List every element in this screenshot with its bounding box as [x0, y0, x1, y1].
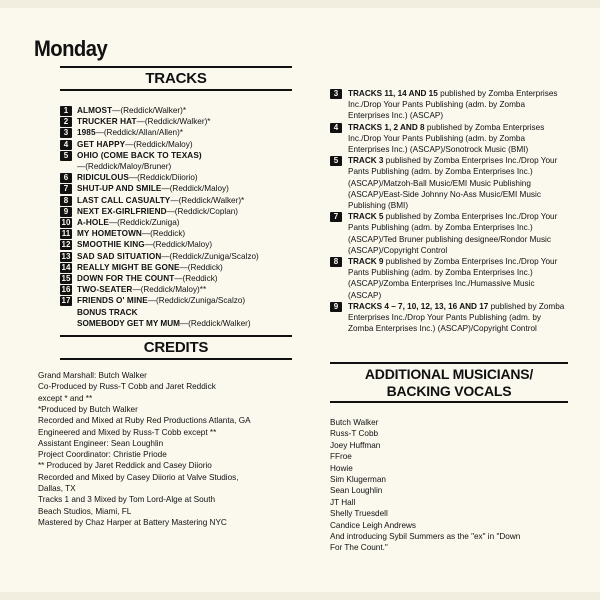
publishing-text [348, 122, 568, 156]
track-credit: —(Reddick/Zuniga) [108, 218, 180, 228]
musician-line: FFroe [330, 452, 352, 462]
musician-line: Butch Walker [330, 418, 379, 427]
track-row [60, 139, 292, 150]
track-number-badge: 1 [60, 106, 72, 116]
track-row [60, 284, 292, 295]
credit-line: Recorded and Mixed by Casey Diiorio at Valve Studios, [38, 472, 239, 482]
track-credit: —(Reddick/Walker)* [170, 195, 245, 205]
publishing-detail: published by Zomba Enterprises Inc./Drop Your Pants Publishing (adm. by Zomba Enterprises Inc.) (ASCAP)/Sonotrock Music (BMI) [348, 122, 545, 155]
track-credit: —(Reddick/Zuniga/Scalzo) [147, 296, 246, 306]
track-title: SAD SAD SITUATION [77, 251, 162, 261]
track-title: REALLY MIGHT BE GONE [77, 262, 180, 272]
credit-line: Engineered and Mixed by Russ-T Cobb except ** [38, 427, 217, 437]
publishing-entry [330, 155, 568, 211]
track-row [60, 116, 292, 127]
track-credit: —(Reddick/Allan/Allen)* [95, 128, 183, 138]
track-number-badge: 5 [60, 151, 72, 161]
track-title: 1985 [77, 128, 96, 138]
track-row [60, 172, 292, 183]
bonus-track [60, 318, 292, 329]
credit-line: *Produced by Butch Walker [38, 404, 138, 414]
track-row [60, 228, 292, 239]
publishing-number-badge: 3 [330, 89, 342, 99]
track-number-badge: 8 [60, 196, 72, 206]
track-number-badge: 15 [61, 274, 71, 284]
publishing-lead: TRACKS 11, 14 AND 15 [348, 89, 438, 98]
track-credit: —(Reddick/Walker)* [112, 106, 187, 115]
track-credit: —(Reddick/Maloy)** [132, 285, 207, 295]
track-row [60, 217, 292, 228]
musicians-heading-line2: BACKING VOCALS [386, 383, 512, 399]
musicians-heading-line1: ADDITIONAL MUSICIANS/ [364, 366, 534, 382]
publishing-entry [330, 122, 568, 156]
track-number-badge: 3 [60, 128, 72, 138]
publishing-lead: TRACKS 1, 2 AND 8 [348, 122, 425, 132]
bonus-track-title: SOMEBODY GET MY MUM [77, 318, 180, 328]
publishing-text [348, 256, 568, 301]
track-title: TRUCKER HAT [77, 117, 137, 127]
track-number-badge: 11 [61, 229, 71, 239]
publishing-number-badge: 7 [330, 212, 342, 222]
track-number-badge: 4 [60, 140, 72, 150]
track-row [60, 295, 292, 306]
musician-line: Russ-T Cobb [330, 429, 379, 439]
bottom-edge-band [0, 592, 600, 600]
publishing-lead: TRACK 9 [348, 257, 384, 267]
bonus-track-credit: —(Reddick/Walker) [179, 318, 251, 328]
musician-line: Sean Loughlin [330, 486, 383, 496]
publishing-entry [330, 256, 568, 301]
publishing-number-badge: 8 [330, 257, 342, 267]
musician-line: Joey Huffman [330, 440, 381, 450]
publishing-entry [330, 301, 568, 335]
track-number-badge: 10 [61, 218, 71, 228]
track-credit: —(Reddick/Maloy/Bruner) [77, 162, 172, 172]
credits-list [38, 370, 298, 528]
musician-line: And introducing Sybil Summers as the "ex" in "Down [330, 532, 521, 542]
track-title: MY HOMETOWN [77, 229, 142, 239]
track-credit: —(Reddick/Diiorio) [128, 173, 198, 183]
track-credit: —(Reddick/Zuniga/Scalzo) [161, 251, 259, 261]
track-row [60, 127, 292, 138]
credit-line: Dallas, TX [38, 484, 76, 494]
publishing-detail: published by Zomba Enterprises Inc./Drop Your Pants Publishing (adm. by Zomba Enterprises Inc.) (ASCAP)/Zomba Enterprises Inc./Humassive Music (ASCAP) [348, 257, 558, 300]
track-row [60, 161, 292, 172]
page-title: Monday [34, 36, 108, 61]
credits-heading-text: CREDITS [143, 339, 209, 357]
credit-line: Tracks 1 and 3 Mixed by Tom Lord-Alge at South [38, 495, 216, 505]
publishing-lead: TRACK 5 [348, 212, 384, 222]
credit-line: Project Coordinator: Christie Priode [38, 450, 167, 460]
track-credit: —(Reddick/Coplan) [166, 206, 239, 216]
musician-line: Candice Leigh Andrews [330, 520, 417, 530]
track-number-badge: 2 [60, 117, 72, 127]
publishing-text [348, 155, 568, 211]
track-row [60, 105, 292, 116]
track-row [60, 239, 292, 250]
publishing-number-badge: 5 [330, 156, 342, 166]
track-title: DOWN FOR THE COUNT [77, 274, 175, 284]
musician-line: Sim Klugerman [330, 475, 386, 485]
musicians-heading [330, 362, 568, 403]
track-number-badge: 6 [60, 173, 72, 183]
publishing-text [348, 211, 568, 256]
publishing-entry [330, 211, 568, 256]
track-number-badge [60, 162, 72, 172]
track-number-badge: 16 [61, 285, 71, 295]
track-row [60, 262, 292, 273]
track-credit: —(Reddick) [141, 229, 186, 239]
musician-line: JT Hall [330, 497, 356, 507]
credit-line: Recorded and Mixed at Ruby Red Productions Atlanta, GA [38, 416, 251, 426]
publishing-detail: published by Zomba Enterprises Inc./Drop Your Pants Publishing (adm. by Zomba Enterprises Inc.) (ASCAP) [348, 89, 558, 121]
left-column [38, 66, 292, 528]
tracks-heading [60, 66, 292, 91]
credit-line: Grand Marshall: Butch Walker [38, 371, 147, 381]
credit-line: except * and ** [38, 393, 93, 403]
musicians-list [330, 417, 568, 554]
publishing-detail: published by Zomba Enterprises Inc./Drop Your Pants Publishing (adm. by Zomba Enterprises Inc.) (ASCAP)/Ted Bruner publishing designee/Rondor Music (ASCAP)/Copyright Control [348, 212, 558, 255]
track-list [60, 105, 292, 307]
track-number-badge: 7 [60, 184, 72, 194]
track-title: A-HOLE [77, 218, 109, 228]
track-credit: —(Reddick/Maloy) [144, 240, 213, 250]
credits-heading [60, 335, 292, 360]
musicians-section [330, 362, 568, 554]
track-row [60, 195, 292, 206]
track-credit: —(Reddick) [174, 274, 218, 284]
track-title: TWO-SEATER [77, 285, 133, 295]
publishing-lead: TRACKS 4 – 7, 10, 12, 13, 16 AND 17 [348, 301, 489, 311]
track-title: LAST CALL CASUALTY [77, 195, 171, 205]
track-number-badge: 9 [60, 207, 72, 217]
track-title: OHIO (COME BACK TO TEXAS) [77, 150, 202, 160]
credit-line: Mastered by Chaz Harper at Battery Mastering NYC [38, 517, 227, 527]
bonus-track-label: BONUS TRACK [77, 307, 138, 317]
track-title: NEXT EX-GIRLFRIEND [77, 206, 167, 216]
musician-line: Shelly Truesdell [330, 509, 388, 519]
tracks-heading-text: TRACKS [145, 70, 207, 87]
track-title: RIDICULOUS [77, 173, 129, 183]
musician-line: For The Count." [330, 543, 388, 553]
musician-line: Howie [330, 463, 353, 473]
track-number-badge: 12 [61, 240, 71, 250]
track-row [60, 150, 292, 161]
publishing-number-badge: 4 [330, 123, 342, 133]
track-title: ALMOST [77, 106, 113, 115]
credit-line: Co-Produced by Russ-T Cobb and Jaret Reddick [38, 382, 216, 392]
credit-line: Assistant Engineer: Sean Loughlin [38, 438, 164, 448]
track-number-badge: 14 [61, 262, 71, 272]
track-row [60, 273, 292, 284]
track-number-badge: 13 [61, 251, 71, 261]
publishing-lead: TRACK 3 [348, 156, 384, 166]
credit-line: ** Produced by Jaret Reddick and Casey Diiorio [38, 461, 212, 471]
track-credit: —(Reddick/Maloy) [125, 139, 193, 149]
track-title: GET HAPPY [77, 139, 126, 149]
track-credit: —(Reddick/Maloy) [161, 184, 229, 194]
track-title: FRIENDS O' MINE [77, 296, 148, 306]
track-credit: —(Reddick) [179, 262, 223, 272]
track-number-badge: 17 [61, 296, 71, 306]
publishing-detail: published by Zomba Enterprises Inc./Drop Your Pants Publishing (adm. by Zomba Enterprises Inc.) (ASCAP)/Copyright Control [348, 301, 565, 334]
publishing-text [348, 301, 568, 335]
publishing-text [348, 88, 568, 122]
credit-line: Beach Studios, Miami, FL [38, 506, 132, 516]
publishing-list [330, 88, 568, 334]
publishing-number-badge: 9 [330, 302, 342, 312]
track-title: SMOOTHIE KING [77, 240, 145, 250]
track-row [60, 206, 292, 217]
track-title: SHUT-UP AND SMILE [77, 184, 162, 194]
publishing-entry [330, 88, 568, 122]
track-credit: —(Reddick/Walker)* [136, 117, 211, 127]
track-row [60, 251, 292, 262]
publishing-detail: published by Zomba Enterprises Inc./Drop Your Pants Publishing (adm. by Zomba Enterprises Inc.) (ASCAP)/Matzoh-Ball Music/EMI Music Publishing (ASCAP)/East-Side Johnny No-Ass Music/EMI Music Publishing (BMI) [348, 156, 558, 211]
top-edge-band [0, 0, 600, 8]
track-row [60, 183, 292, 194]
